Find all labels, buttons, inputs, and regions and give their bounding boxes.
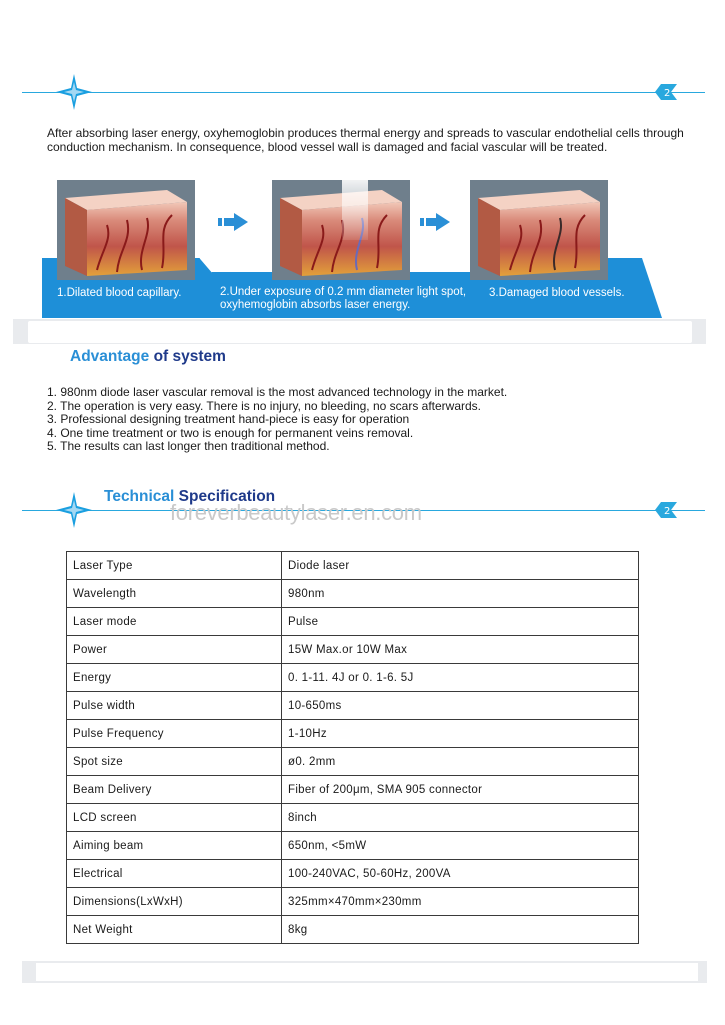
right-arrow-icon (420, 213, 450, 231)
spec-label-cell: Aiming beam (67, 832, 282, 860)
table-row (67, 888, 639, 916)
corner-arrow-icon (655, 84, 677, 100)
watermark-text: foreverbeautylaser.en.com (170, 500, 422, 525)
bottom-band-inner (36, 963, 698, 981)
spec-value-cell: 15W Max.or 10W Max (282, 636, 639, 664)
table-row (67, 664, 639, 692)
table-row (67, 748, 639, 776)
spec-value-cell: 325mm×470mm×230mm (282, 888, 639, 916)
spec-value-cell: 980nm (282, 580, 639, 608)
table-row (67, 608, 639, 636)
advantage-heading (70, 348, 226, 366)
intro-paragraph: After absorbing laser energy, oxyhemoglobin produces thermal energy and spreads to vascular endothelial cells through conduction mechanism. In consequence, blood vessel wall is damaged and facial vascular will be treated. (47, 126, 684, 154)
skin-illustration-damaged (470, 180, 608, 280)
table-row (67, 580, 639, 608)
spec-label-cell: Pulse width (67, 692, 282, 720)
spec-table (66, 551, 639, 944)
table-row (67, 804, 639, 832)
spec-label-cell: Spot size (67, 748, 282, 776)
svg-text:2: 2 (664, 88, 671, 99)
spec-value-cell: Fiber of 200μm, SMA 905 connector (282, 776, 639, 804)
spec-label-cell: Pulse Frequency (67, 720, 282, 748)
diagram-caption-2: 3.Damaged blood vessels. (489, 287, 625, 299)
spec-label-cell: Energy (67, 664, 282, 692)
list-item: 5. The results can last longer then traditional method. (47, 439, 330, 454)
svg-text:2: 2 (664, 506, 671, 517)
spec-value-cell: 1-10Hz (282, 720, 639, 748)
spec-value-cell: 8inch (282, 804, 639, 832)
spec-value-cell: 10-650ms (282, 692, 639, 720)
spec-value-cell: 0. 1-11. 4J or 0. 1-6. 5J (282, 664, 639, 692)
advantage-heading-rest: of system (153, 348, 226, 365)
table-row (67, 692, 639, 720)
spec-label-cell: Laser mode (67, 608, 282, 636)
list-item: 3. Professional designing treatment hand-piece is easy for operation (47, 412, 410, 427)
spec-label-cell: Net Weight (67, 916, 282, 944)
corner-arrow-icon (655, 502, 677, 518)
table-row (67, 776, 639, 804)
spec-label-cell: Laser Type (67, 552, 282, 580)
right-arrow-icon (218, 213, 248, 231)
spec-label-cell: Electrical (67, 860, 282, 888)
technical-heading-rest: Specification (178, 488, 276, 505)
table-row (67, 636, 639, 664)
list-item: 1. 980nm diode laser vascular removal is the most advanced technology in the market. (47, 385, 508, 399)
spec-label-cell: Beam Delivery (67, 776, 282, 804)
advantage-heading-accent: Advantage (70, 348, 150, 365)
spec-value-cell: 650nm, <5mW (282, 832, 639, 860)
spec-label-cell: Dimensions(LxWxH) (67, 888, 282, 916)
advantage-list (47, 386, 687, 454)
spec-value-cell: Diode laser (282, 552, 639, 580)
spec-label-cell: LCD screen (67, 804, 282, 832)
spec-value-cell: Pulse (282, 608, 639, 636)
table-row (67, 552, 639, 580)
spec-label-cell: Wavelength (67, 580, 282, 608)
top-divider-line (22, 92, 705, 93)
sparkle-star-icon (56, 74, 92, 110)
diagram-band-inner (28, 321, 692, 343)
table-row (67, 832, 639, 860)
list-item: 2. The operation is very easy. There is no injury, no bleeding, no scars afterwards. (47, 398, 482, 413)
spec-value-cell: 8kg (282, 916, 639, 944)
table-row (67, 860, 639, 888)
diagram-caption-1: 1.Dilated blood capillary. (57, 287, 182, 299)
spec-label-cell: Power (67, 636, 282, 664)
technical-heading-accent: Technical (104, 488, 175, 505)
spec-value-cell: 100-240VAC, 50-60Hz, 200VA (282, 860, 639, 888)
sparkle-star-icon (56, 492, 92, 528)
list-item: 4. One time treatment or two is enough for permanent veins removal. (47, 425, 414, 440)
table-row (67, 720, 639, 748)
table-row (67, 916, 639, 944)
spec-value-cell: ø0. 2mm (282, 748, 639, 776)
skin-illustration-dilated (57, 180, 195, 280)
diagram-caption-3: 2.Under exposure of 0.2 mm diameter light spot, oxyhemoglobin absorbs laser energy. (220, 286, 467, 311)
skin-illustration-exposure (272, 180, 410, 280)
